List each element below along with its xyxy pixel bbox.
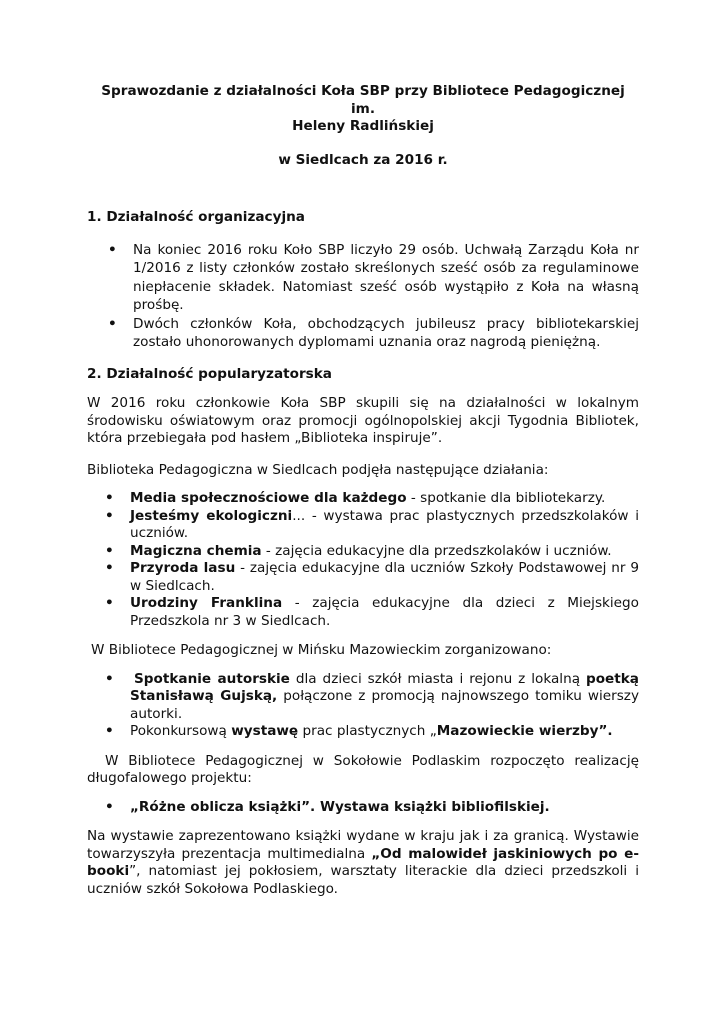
closing-text: ”, natomiast jej pokłosiem, warsztaty literackie dla dzieci przedszkoli i uczniów szkół Sokołowa Podlaskiego.: [87, 863, 639, 897]
bullet-icon: •: [105, 723, 114, 739]
list-item-text: Na koniec 2016 roku Koło SBP liczyło 29 osób. Uchwałą Zarządu Koła nr 1/2016 z listy członków zostało skreślonych sześć osób za regulaminowe niepłacenie składek. Natomiast sześć osób wystąpiło z Koła na własną prośbę.: [133, 241, 639, 313]
document-title: [87, 83, 639, 136]
section2-intro-paragraph: W 2016 roku członkowie Koła SBP skupili się na działalności w lokalnym środowisku oświatowym oraz promocji ogólnopolskiej akcji Tygodnia Bibliotek, która przebiegała pod hasłem „Biblioteka inspiruje”.: [87, 395, 639, 446]
siedlce-activities-list: [105, 490, 639, 630]
presentation-title: „Od malowideł jaskiniowych po e-booki: [87, 845, 639, 879]
poet-name: poetką Stanisławą Gujską,: [130, 670, 639, 704]
activity-description: prac plastycznych: [298, 723, 430, 739]
activity-description: połączone z promocją najnowszego tomiku wierszy autorki.: [130, 688, 639, 722]
document-page: [87, 83, 639, 898]
title-line-1: Sprawozdanie z działalności Koła SBP przy Bibliotece Pedagogicznej im.: [101, 83, 625, 117]
activity-title: Jesteśmy ekologiczni: [130, 507, 293, 524]
list-item: [105, 595, 639, 630]
activity-title: Magiczna chemia: [130, 542, 262, 559]
bullet-icon: •: [105, 490, 114, 506]
list-item: [105, 798, 639, 817]
bullet-icon: •: [105, 670, 114, 687]
bullet-icon: •: [105, 595, 114, 611]
bullet-icon: •: [108, 315, 117, 332]
activity-title: Media społecznościowe dla każdego: [130, 490, 407, 506]
activity-description: - spotkanie dla bibliotekarzy.: [406, 490, 606, 506]
activity-description: ... - wystawa prac plastycznych przedszkolaków i uczniów.: [130, 507, 639, 541]
section1-heading: 1. Działalność organizacyjna: [87, 209, 305, 225]
list-item: [105, 670, 639, 724]
bullet-icon: •: [105, 507, 114, 524]
quote-mark: „: [429, 723, 437, 739]
siedlce-intro-paragraph: Biblioteka Pedagogiczna w Siedlcach podjęła następujące działania:: [87, 461, 549, 478]
list-item: [105, 542, 639, 561]
activity-title: Urodziny Franklina: [130, 595, 283, 611]
list-item: [105, 507, 639, 543]
sokolow-project-list: [105, 798, 639, 817]
bullet-icon: •: [108, 241, 117, 258]
activity-description: - zajęcia edukacyjne dla uczniów Szkoły Podstawowej nr 9 w Siedlcach.: [130, 560, 639, 594]
minsk-intro-paragraph: W Bibliotece Pedagogicznej w Mińsku Mazowieckim zorganizowano:: [91, 642, 552, 658]
bullet-icon: •: [105, 798, 114, 815]
section2-heading: 2. Działalność popularyzatorska: [87, 365, 332, 382]
list-item: [108, 315, 639, 352]
list-item: [105, 723, 639, 741]
activity-description: dla dzieci szkół miasta i rejonu z lokalną: [289, 670, 586, 687]
activity-title: Przyroda lasu: [130, 560, 236, 576]
sokolow-intro-paragraph: W Bibliotece Pedagogicznej w Sokołowie Podlaskim rozpoczęto realizację długofalowego projektu:: [87, 752, 639, 786]
section1-list: [108, 241, 639, 352]
list-item-text: Dwóch członków Koła, obchodzących jubileusz pracy bibliotekarskiej zostało uhonorowanych dyplomami uznania oraz nagrodą pieniężną.: [133, 315, 639, 350]
document-subtitle: w Siedlcach za 2016 r.: [278, 151, 448, 168]
closing-paragraph: [87, 828, 639, 898]
activity-description: Pokonkursową: [130, 723, 232, 739]
list-item: [105, 490, 639, 508]
list-item: [105, 560, 639, 595]
activity-description: - zajęcia edukacyjne dla dzieci z Miejskiego Przedszkola nr 3 w Siedlcach.: [130, 595, 639, 629]
activity-title: Spotkanie autorskie: [134, 670, 290, 687]
activity-title: wystawę: [231, 723, 299, 739]
minsk-activities-list: [105, 670, 639, 741]
bullet-icon: •: [105, 560, 114, 576]
exhibition-title: Mazowieckie wierzby”.: [436, 723, 613, 739]
list-item: [108, 241, 639, 315]
closing-text: Na wystawie zaprezentowano książki wydane w kraju jak i za granicą. Wystawie towarzyszyła prezentacja multimedialna: [87, 828, 639, 862]
title-line-2: Heleny Radlińskiej: [292, 118, 434, 134]
activity-description: - zajęcia edukacyjne dla przedszkolaków i uczniów.: [261, 542, 612, 559]
bullet-icon: •: [105, 542, 114, 559]
project-title: „Różne oblicza książki”. Wystawa książki bibliofilskiej.: [130, 798, 550, 815]
